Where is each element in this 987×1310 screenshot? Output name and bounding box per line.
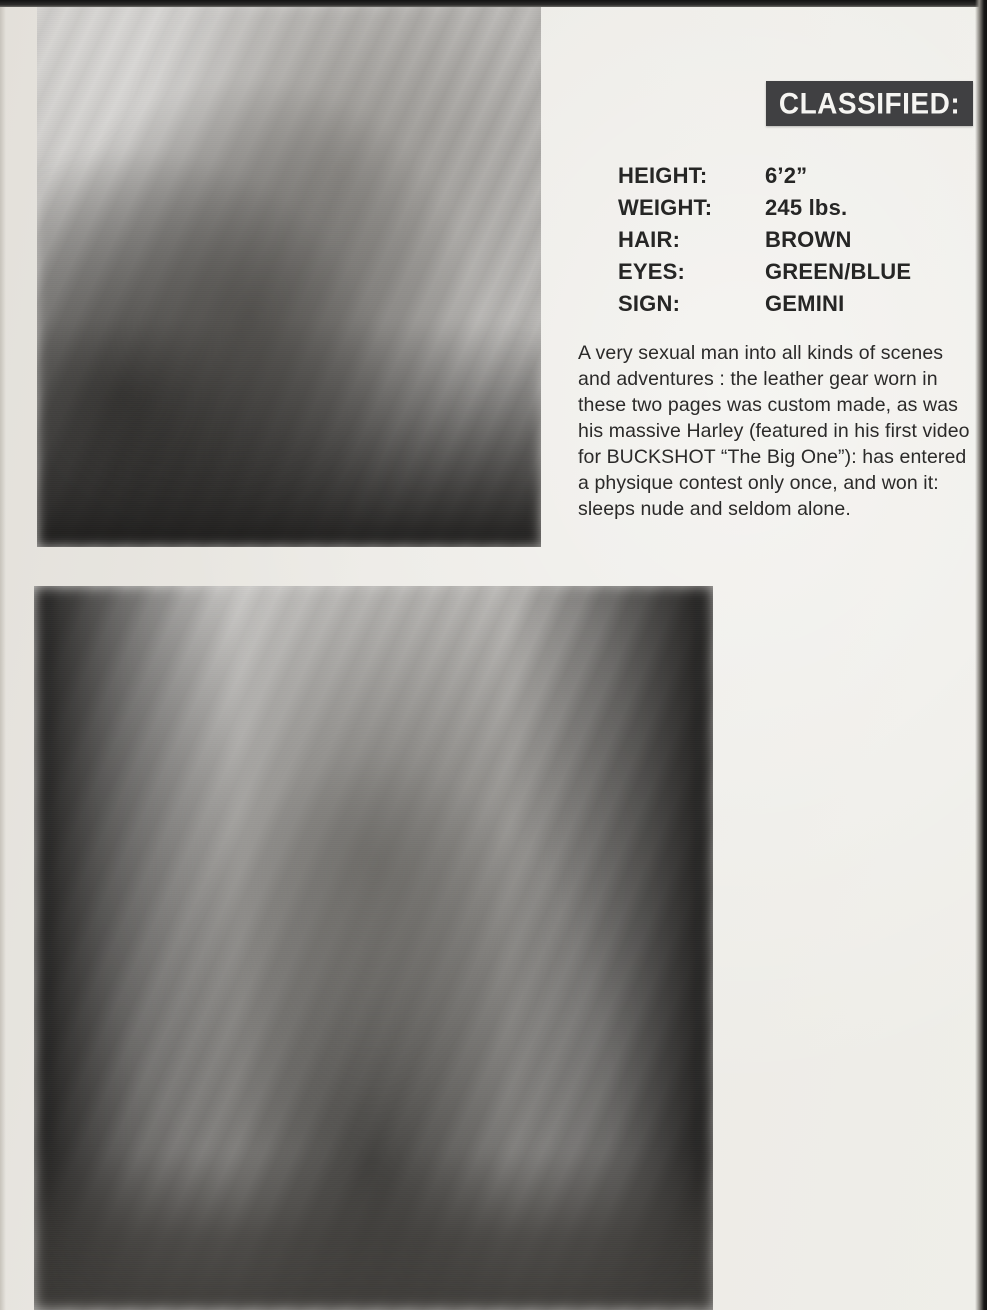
scan-edge-right <box>975 0 987 1310</box>
stat-row-height <box>618 160 974 192</box>
photo-grain-texture <box>34 586 713 1310</box>
stat-row-sign <box>618 288 974 320</box>
page-left-edge-shadow <box>0 0 6 1310</box>
stat-row-weight <box>618 192 974 224</box>
stat-value: 245 lbs. <box>765 195 848 220</box>
stat-value: GREEN/BLUE <box>765 259 912 284</box>
classified-banner <box>766 81 973 126</box>
stat-value: 6’2” <box>765 163 808 188</box>
stat-value: BROWN <box>765 227 852 252</box>
classified-banner-label: CLASSIFIED: <box>778 86 961 120</box>
stat-label: HEIGHT: <box>618 163 708 188</box>
description-text: A very sexual man into all kinds of scenes and adventures : the leather gear worn in these two pages was custom made, as was his massive Harley (featured in his first video for BUCKSHOT “The Big One”): has entered a physique contest only once, and won it: sleeps nude and seldom alone. <box>578 342 970 520</box>
stat-row-eyes <box>618 256 974 288</box>
stat-label: EYES: <box>618 259 686 284</box>
stat-label: SIGN: <box>618 291 681 316</box>
bottom-photo <box>34 586 713 1310</box>
photo-grain-texture <box>37 7 541 547</box>
scan-edge-top <box>0 0 987 7</box>
stats-list <box>618 160 974 320</box>
stat-label: HAIR: <box>618 227 681 252</box>
stat-value: GEMINI <box>765 291 845 316</box>
top-photo <box>37 7 541 547</box>
stat-label: WEIGHT: <box>618 195 713 220</box>
stat-row-hair <box>618 224 974 256</box>
